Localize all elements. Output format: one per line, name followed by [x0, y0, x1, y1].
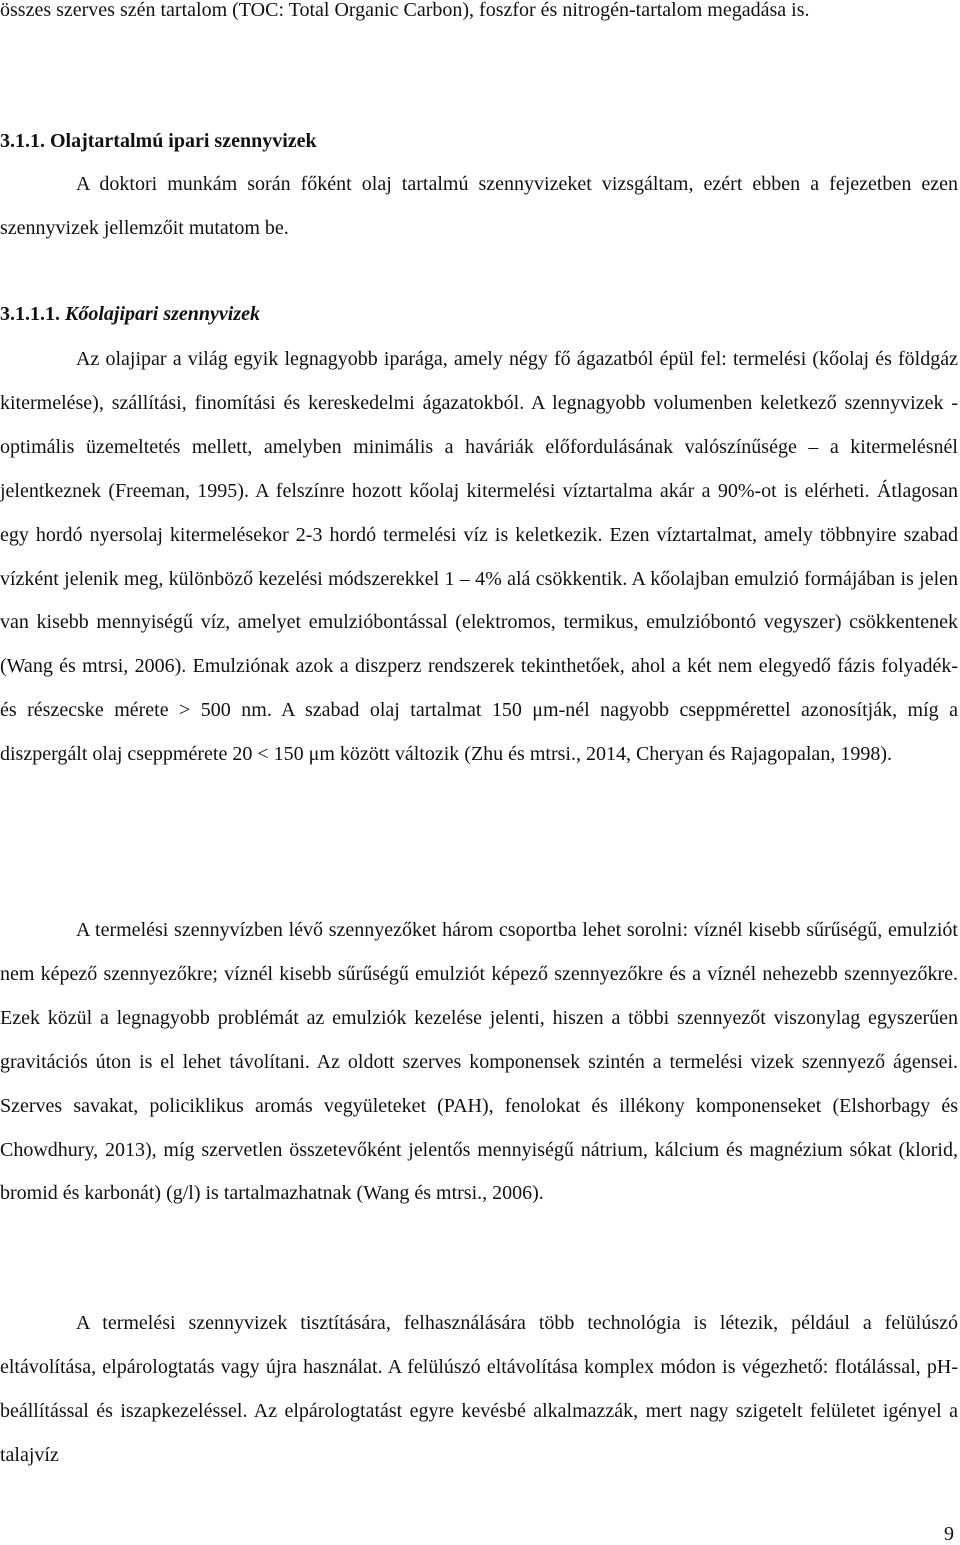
section-paragraph: A doktori munkám során főként olaj tartalmú szennyvizeket vizsgáltam, ezért ebben a fejezetben ezen szennyvizek jellemzőit mutatom be. — [0, 173, 958, 239]
subsection-heading-3-1-1-1 — [0, 300, 260, 328]
body-paragraph-1: Az olajipar a világ egyik legnagyobb iparága, amely négy fő ágazatból épül fel: termelési (kőolaj és földgáz kitermelése), szállítási, finomítási és kereskedelmi ágazatokból. A legnagyobb volumenben keletkező szennyvizek - optimális üzemeltetés mellett, amelyben minimális a haváriák előfordulásának valószínűsége – a kitermelésnél jelentkeznek (Freeman, 1995). A felszínre hozott kőolaj kitermelési víztartalma akár a 90%-ot is elérheti. Átlagosan egy hordó nyersolaj kitermelésekor 2-3 hordó termelési víz is keletkezik. Ezen víztartalmat, amely többnyire szabad vízként jelenik meg, különböző kezelési módszerekkel 1 – 4% alá csökkentik. A kőolajban emulzió formájában is jelen van kisebb mennyiségű víz, amelyet emulzióbontással (elektromos, termikus, emulzióbontó vegyszer) csökkentenek (Wang és mtrsi, 2006). Emulziónak azok a diszperz rendszerek tekinthetőek, ahol a két nem elegyedő fázis folyadék- és részecske mérete > 500 nm. A szabad olaj tartalmat 150 μm-nél nagyobb cseppmérettel azonosítják, míg a diszpergált olaj cseppmérete 20 < 150 μm között változik (Zhu és mtrsi., 2014, Cheryan és Rajagopalan, 1998). — [0, 348, 958, 766]
subsection-number: 3.1.1.1. — [0, 303, 60, 325]
body-paragraph-2: A termelési szennyvízben lévő szennyezőket három csoportba lehet sorolni: víznél kisebb sűrűségű, emulziót nem képező szennyezőkre; víznél kisebb sűrűségű emulziót képező szennyezőkre és a víznél nehezebb szennyezőkre. Ezek közül a legnagyobb problémát az emulziók kezelése jelenti, hiszen a többi szennyezőt viszonylag egyszerűen gravitációs úton is el lehet távolítani. Az oldott szerves komponensek szintén a termelési vizek szennyező ágensei. Szerves savakat, policiklikus aromás vegyületeket (PAH), fenolokat és illékony komponenseket (Elshorbagy és Chowdhury, 2013), míg szervetlen összetevőként jelentős mennyiségű nátrium, kálcium és magnézium sókat (klorid, bromid és karbonát) (g/l) is tartalmazhatnak (Wang és mtrsi., 2006). — [0, 919, 958, 1205]
section-number: 3.1.1. — [0, 130, 45, 152]
body-paragraph-3: A termelési szennyvizek tisztítására, felhasználására több technológia is létezik, például a felülúszó eltávolítása, elpárologtatás vagy újra használat. A felülúszó eltávolítása komplex módon is végezhető: flotálással, pH-beállítással és iszapkezeléssel. Az elpárologtatást egyre kevésbé alkalmazzák, mert nagy szigetelt felületet igényel a talajvíz — [0, 1312, 958, 1466]
intro-paragraph: összes szerves szén tartalom (TOC: Total Organic Carbon), foszfor és nitrogén-tartalom megadása is. — [0, 0, 810, 21]
section-title: Olajtartalmú ipari szennyvizek — [50, 130, 317, 152]
section-heading-3-1-1 — [0, 127, 317, 155]
subsection-title: Kőolajipari szennyvizek — [65, 303, 261, 325]
page-number: 9 — [944, 1523, 954, 1545]
